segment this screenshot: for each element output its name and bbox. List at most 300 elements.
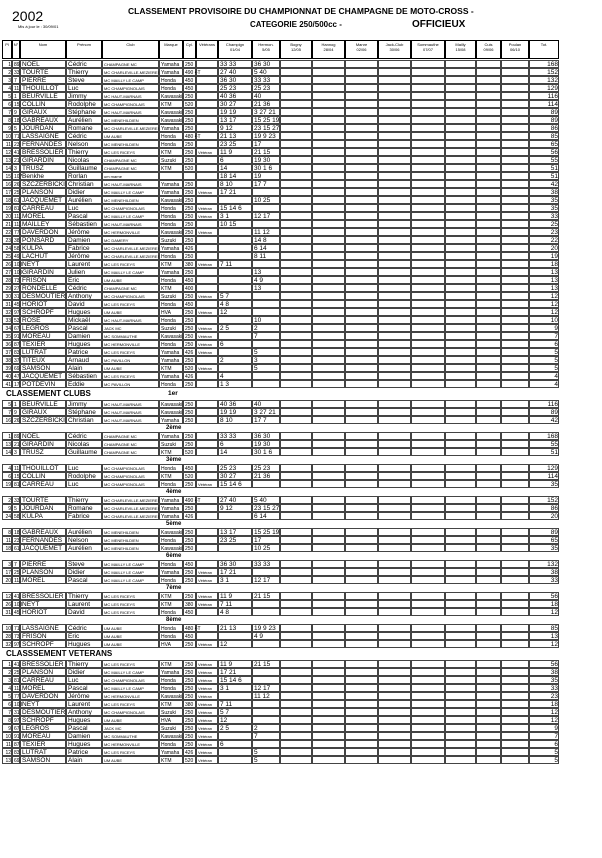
cell-r9 <box>476 504 501 512</box>
cell-name: THOUILLOT <box>20 84 66 92</box>
cell-number: 49 <box>14 254 20 260</box>
cell-r6 <box>378 592 411 600</box>
cell-brand: Kawasaki <box>161 94 183 100</box>
cell-r7 <box>411 544 445 552</box>
cell-r9 <box>476 536 501 544</box>
cell-total: 13 <box>529 276 559 284</box>
cell-club: MC MAILLY LE CAMP <box>102 576 159 584</box>
cell-name: JOURDAN <box>20 504 66 512</box>
cell-number: 5 <box>12 504 20 512</box>
cell-club: MC MAILLY LE CAMP <box>102 212 159 220</box>
cell-number: 41 <box>14 662 20 668</box>
cell-number: 77 <box>14 230 20 236</box>
cell-veteran <box>196 116 218 124</box>
cell-number: 21 <box>14 158 20 164</box>
cell-name: TEXIER <box>20 740 66 748</box>
cell-r6 <box>378 324 411 332</box>
cell-r5 <box>345 124 378 132</box>
cell-r9 <box>476 244 501 252</box>
header-label: Hermon. <box>258 42 274 47</box>
cell-firstname: David <box>66 300 102 308</box>
cell-cyl: 250 <box>183 332 196 340</box>
cell-number: 87 <box>14 342 20 348</box>
cell-cyl: 250 <box>183 708 196 716</box>
cell-r4 <box>312 668 345 676</box>
cell-club: MC PAVILLON <box>102 356 159 364</box>
cell-r8 <box>445 496 476 504</box>
cell-veteran <box>196 276 218 284</box>
cell-r7 <box>411 416 445 424</box>
cell-r7 <box>411 108 445 116</box>
cell-r5 <box>345 180 378 188</box>
cell-r6 <box>378 148 411 156</box>
cell-r2 <box>252 292 280 300</box>
cell-r3 <box>280 180 312 188</box>
cell-number: 71 <box>14 134 20 140</box>
cell-r10 <box>501 156 529 164</box>
cell-r1: 30 27 <box>218 472 252 480</box>
cell-total: 132 <box>529 560 559 568</box>
cell-veteran <box>196 608 218 616</box>
cell-name: GIRARDIN <box>20 440 66 448</box>
cell-r8 <box>445 244 476 252</box>
cell-r7 <box>411 448 445 456</box>
cell-total: 6 <box>529 740 559 748</box>
cell-r6 <box>378 568 411 576</box>
cell-r5 <box>345 60 378 68</box>
cell-r8 <box>445 164 476 172</box>
cell-r8 <box>445 348 476 356</box>
cell-firstname: Luc <box>66 480 102 488</box>
section-header <box>2 388 598 400</box>
cell-r3 <box>280 408 312 416</box>
cell-name: MAILLEY <box>20 220 66 228</box>
cell-r3 <box>280 676 312 684</box>
table-row <box>2 640 598 648</box>
cell-place: 22 <box>2 228 12 236</box>
cell-number: 27 <box>14 286 20 292</box>
cell-firstname: Anthony <box>66 708 102 716</box>
cell-brand: Honda <box>159 204 183 212</box>
cell-r10 <box>501 204 529 212</box>
cell-r9 <box>476 480 501 488</box>
cell-r2: 2 <box>252 724 280 732</box>
cell-name: COLLIN <box>20 100 66 108</box>
cell-name: KULPA <box>20 512 66 520</box>
cell-brand: Kawasaki <box>161 198 183 204</box>
cell-club: MC HAUT-MARNAIS <box>102 180 159 188</box>
cell-total: 38 <box>529 188 559 196</box>
cell-brand: Yamaha <box>159 748 183 756</box>
cell-number: 9 <box>12 408 20 416</box>
cell-r8 <box>445 676 476 684</box>
cell-club: MC LES RICEYS <box>102 300 159 308</box>
table-row <box>2 268 598 276</box>
cell-total: 65 <box>529 140 559 148</box>
cell-r10 <box>501 212 529 220</box>
cell-firstname: Steve <box>66 560 102 568</box>
cell-r7 <box>411 364 445 372</box>
cell-r6 <box>378 116 411 124</box>
cell-r7 <box>411 692 445 700</box>
cell-r3 <box>280 348 312 356</box>
cell-veteran: Vétéran <box>196 480 218 488</box>
cell-r2: 40 <box>252 92 280 100</box>
cell-r3 <box>280 592 312 600</box>
cell-name: MOREAU <box>20 732 66 740</box>
cell-r7 <box>411 536 445 544</box>
cell-club: MC HAUT-MARNAIS <box>102 400 159 408</box>
cell-r6 <box>378 100 411 108</box>
cell-firstname: Thierry <box>66 660 102 668</box>
cell-r4 <box>312 400 345 408</box>
cell-r2 <box>252 640 280 648</box>
cell-r3 <box>280 560 312 568</box>
cell-r6 <box>378 212 411 220</box>
cell-r10 <box>501 724 529 732</box>
cell-club: CHAMPAGNE MC <box>102 432 159 440</box>
cell-place: 29 <box>2 284 12 292</box>
cell-club: MC MENEHILDIEN <box>102 196 159 204</box>
cell-brand: Kawasaki <box>161 546 183 552</box>
cell-name: BRESSOLIER <box>20 592 66 600</box>
cell-name: BEURVILLE <box>20 400 66 408</box>
cell-firstname: Jimmy <box>66 400 102 408</box>
table-row <box>2 148 598 156</box>
cell-r7 <box>411 724 445 732</box>
cell-total: 9 <box>529 724 559 732</box>
cell-r4 <box>312 148 345 156</box>
cell-r4 <box>312 284 345 292</box>
table-row <box>2 380 598 388</box>
cell-number: 53 <box>14 318 20 324</box>
cell-r4 <box>312 68 345 76</box>
cell-r2: 6 14 <box>252 244 280 252</box>
cell-r7 <box>411 380 445 388</box>
cell-veteran <box>196 528 218 536</box>
cell-r8 <box>445 60 476 68</box>
cell-r10 <box>501 220 529 228</box>
cell-r4 <box>312 84 345 92</box>
cell-r3 <box>280 124 312 132</box>
cell-name: SZCZERBICKI <box>22 417 65 424</box>
cell-r10 <box>501 592 529 600</box>
cell-number: 23 <box>14 142 20 148</box>
cell-r4 <box>312 600 345 608</box>
cell-r5 <box>345 448 378 456</box>
cell-r10 <box>501 268 529 276</box>
cell-r3 <box>280 156 312 164</box>
cell-cyl: 250 <box>183 228 196 236</box>
table-row <box>2 252 598 260</box>
cell-cyl: 520 <box>183 164 196 172</box>
cell-veteran: Vétéran <box>196 756 218 764</box>
cell-r1: 2 5 <box>218 324 252 332</box>
cell-club: UM AUBE <box>102 624 159 632</box>
cell-r9 <box>476 332 501 340</box>
cell-name: LUTRAT <box>20 348 66 356</box>
cell-total: 89 <box>529 528 559 536</box>
cell-r6 <box>378 472 411 480</box>
cell-veteran <box>196 316 218 324</box>
cell-club: MC CHAMPIGNOLAIS <box>102 676 159 684</box>
cell-r4 <box>312 308 345 316</box>
cell-place: 3 <box>2 560 12 568</box>
header-label: Manre <box>355 42 368 47</box>
header-label: Mailly <box>455 42 466 47</box>
cell-firstname: Cédric <box>66 432 102 440</box>
cell-r7 <box>411 284 445 292</box>
cell-r1: 3 1 <box>218 576 252 584</box>
cell-r1: 3 1 <box>218 212 252 220</box>
cell-r5 <box>345 624 378 632</box>
cell-number: 47 <box>14 374 20 380</box>
page-title: CLASSEMENT PROVISOIRE DU CHAMPIONNAT DE CHAMPAGNE DE MOTO-CROSS - <box>128 6 474 16</box>
cell-r9 <box>476 684 501 692</box>
cell-firstname: Cédric <box>66 624 102 632</box>
cell-total: 12 <box>529 292 559 300</box>
header-name <box>20 40 66 59</box>
table-row <box>2 204 598 212</box>
cell-place: 32 <box>2 640 12 648</box>
cell-r10 <box>501 324 529 332</box>
cell-r6 <box>378 640 411 648</box>
cell-r3 <box>280 164 312 172</box>
cell-r10 <box>501 276 529 284</box>
cell-r8 <box>445 108 476 116</box>
cell-r7 <box>411 440 445 448</box>
cell-r3 <box>280 316 312 324</box>
cell-r5 <box>345 244 378 252</box>
cell-place: 16 <box>2 180 12 188</box>
cell-r9 <box>476 740 501 748</box>
cell-brand: Kawasaki <box>161 734 183 740</box>
cell-r10 <box>501 244 529 252</box>
cell-r1: 11 9 <box>218 660 252 668</box>
cell-r2: 12 17 <box>252 684 280 692</box>
cell-r2: 5 40 <box>252 68 280 76</box>
cell-place: 10 <box>2 132 12 140</box>
cell-r8 <box>445 536 476 544</box>
cell-number: 67 <box>14 326 20 332</box>
cell-club: MC CHARLEVILLE-MEZIERES <box>104 126 161 131</box>
cell-place: 7 <box>2 108 12 116</box>
cell-r4 <box>312 416 345 424</box>
cell-r8 <box>445 380 476 388</box>
cell-r6 <box>378 440 411 448</box>
cell-r7 <box>411 340 445 348</box>
cell-brand: Honda <box>159 340 183 348</box>
cell-r4 <box>312 560 345 568</box>
cell-r4 <box>312 324 345 332</box>
cell-total: 56 <box>529 148 559 156</box>
cell-r9 <box>476 748 501 756</box>
cell-brand: Yamaha <box>159 244 183 252</box>
cell-place: 6 <box>2 700 12 708</box>
cell-r3 <box>280 380 312 388</box>
cell-number: 18 <box>14 530 20 536</box>
cell-r2: 30 1 6 <box>252 164 280 172</box>
cell-r8 <box>445 68 476 76</box>
cell-r4 <box>312 640 345 648</box>
cell-r8 <box>445 668 476 676</box>
cell-veteran: Vétéran <box>196 668 218 676</box>
cell-r9 <box>476 260 501 268</box>
cell-brand: HVA <box>159 308 183 316</box>
cell-r3 <box>280 536 312 544</box>
cell-cyl: 250 <box>183 528 196 536</box>
cell-name: PLANSON <box>20 668 66 676</box>
cell-r9 <box>476 756 501 764</box>
cell-place: 18 <box>2 196 12 204</box>
cell-r4 <box>312 316 345 324</box>
table-row <box>2 172 598 180</box>
cell-total: 85 <box>529 624 559 632</box>
cell-r4 <box>312 220 345 228</box>
cell-firstname: Patrice <box>66 748 102 756</box>
cell-veteran: Vétéran <box>196 260 218 268</box>
cell-r6 <box>378 236 411 244</box>
cell-r2: 5 <box>252 756 280 764</box>
cell-cyl: 426 <box>183 372 196 380</box>
cell-veteran <box>196 536 218 544</box>
cell-total: 12 <box>529 308 559 316</box>
cell-r2: 4 9 <box>252 276 280 284</box>
cell-place: 12 <box>2 592 12 600</box>
cell-name: Benkhe <box>20 172 66 180</box>
cell-r9 <box>476 676 501 684</box>
cell-firstname: Pascal <box>66 212 102 220</box>
header-label: Prénom <box>76 42 91 47</box>
cell-club: CHAMPAGNE MC <box>102 284 159 292</box>
cell-r4 <box>312 624 345 632</box>
table-row <box>2 228 598 236</box>
cell-firstname: Sébastien <box>66 220 102 228</box>
cell-place: 4 <box>2 84 12 92</box>
cell-r9 <box>476 348 501 356</box>
cell-total: 129 <box>529 84 559 92</box>
cell-r1 <box>218 196 252 204</box>
table-row <box>2 236 598 244</box>
cell-r1: 8 10 <box>218 416 252 424</box>
cell-r8 <box>445 292 476 300</box>
cell-r7 <box>411 708 445 716</box>
header-label: Bogny <box>290 42 302 47</box>
cell-total: 20 <box>529 512 559 520</box>
cell-brand: Honda <box>159 316 183 324</box>
cell-veteran <box>196 464 218 472</box>
cell-r1: 30 27 <box>218 100 252 108</box>
cell-total: 12 <box>529 716 559 724</box>
cell-r6 <box>378 228 411 236</box>
cell-r6 <box>378 268 411 276</box>
cell-r4 <box>312 512 345 520</box>
cell-r4 <box>312 364 345 372</box>
cell-r10 <box>501 668 529 676</box>
cell-r6 <box>378 536 411 544</box>
cell-veteran: Vétéran <box>196 204 218 212</box>
cell-total: 5 <box>529 348 559 356</box>
cell-name: MOREAU <box>20 332 66 340</box>
cell-veteran <box>196 108 218 116</box>
cell-brand: Honda <box>159 676 183 684</box>
cell-club: MC CHARLEVILLE-MEZIERES <box>104 506 161 511</box>
cell-r3 <box>280 276 312 284</box>
cell-firstname: Eric <box>66 276 102 284</box>
cell-veteran: Vétéran <box>196 684 218 692</box>
cell-club: UM AUBE <box>102 364 159 372</box>
cell-r1: 14 <box>218 448 252 456</box>
cell-r7 <box>411 236 445 244</box>
cell-total: 35 <box>529 196 559 204</box>
cell-firstname: Eddie <box>66 380 102 388</box>
cell-brand: Kawasaki <box>161 694 183 700</box>
cell-r7 <box>411 568 445 576</box>
cell-r2: 21 15 <box>252 592 280 600</box>
cell-cyl: 250 <box>183 536 196 544</box>
cell-r4 <box>312 156 345 164</box>
cell-veteran <box>196 544 218 552</box>
cell-r1: 19 19 <box>218 108 252 116</box>
cell-r9 <box>476 116 501 124</box>
cell-cyl: 250 <box>183 692 196 700</box>
cell-r1: 40 36 <box>218 92 252 100</box>
cell-r6 <box>378 560 411 568</box>
cell-brand: KTM <box>159 100 183 108</box>
cell-r6 <box>378 732 411 740</box>
cell-number: 69 <box>14 366 20 372</box>
cell-r1: 4 8 <box>218 300 252 308</box>
cell-total: 89 <box>529 408 559 416</box>
cell-r8 <box>445 400 476 408</box>
cell-firstname: Didier <box>66 188 102 196</box>
header-number <box>12 40 20 59</box>
cell-r8 <box>445 180 476 188</box>
cell-r8 <box>445 212 476 220</box>
cell-name: SZCZERBICKI <box>22 181 65 188</box>
table-row <box>2 260 598 268</box>
cell-place: 17 <box>2 568 12 576</box>
cell-r1: 8 10 <box>218 180 252 188</box>
cell-r2: 21 36 <box>252 472 280 480</box>
cell-firstname: Alain <box>66 756 102 764</box>
cell-r7 <box>411 504 445 512</box>
cell-veteran <box>196 356 218 364</box>
cell-name: DESMOUTIER <box>22 293 66 300</box>
table-row <box>2 244 598 252</box>
cell-r4 <box>312 180 345 188</box>
cell-r6 <box>378 496 411 504</box>
cell-total: 114 <box>529 100 559 108</box>
cell-firstname: Jimmy <box>66 92 102 100</box>
cell-number: 89 <box>14 62 20 68</box>
cell-r10 <box>501 196 529 204</box>
cell-name: GABREAUX <box>20 116 66 124</box>
cell-number: 33 <box>14 498 20 504</box>
cell-brand: Honda <box>159 632 183 640</box>
cell-r5 <box>345 212 378 220</box>
cell-name: JACQUEMET <box>20 196 66 204</box>
cell-veteran <box>196 92 218 100</box>
cell-r10 <box>501 68 529 76</box>
cell-brand: Kawasaki <box>161 410 183 416</box>
cell-brand: Honda <box>159 464 183 472</box>
cell-r7 <box>411 600 445 608</box>
cell-r5 <box>345 268 378 276</box>
cell-club: MC CHAMPIGNOLAIS <box>102 84 159 92</box>
cell-veteran <box>196 380 218 388</box>
cell-cyl: 250 <box>183 156 196 164</box>
